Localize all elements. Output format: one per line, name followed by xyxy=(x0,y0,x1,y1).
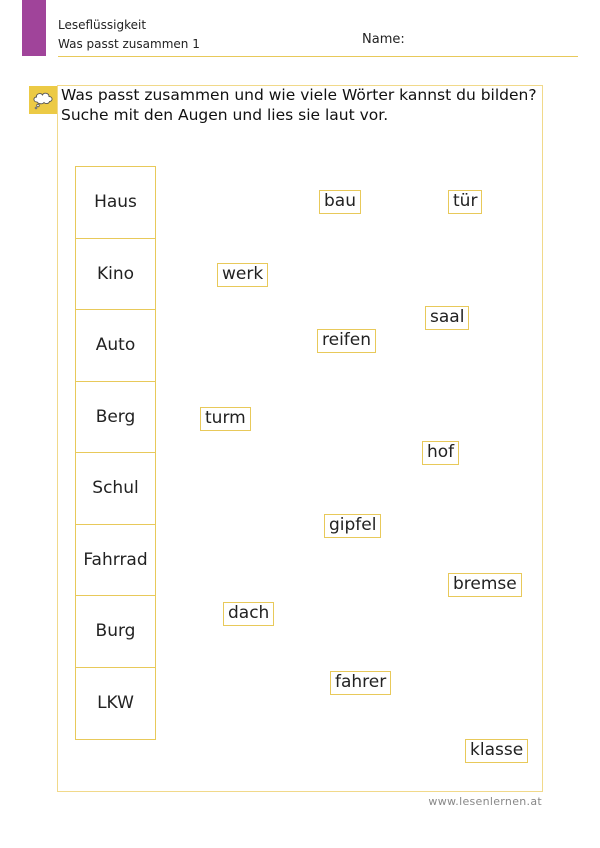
word-chip-werk: werk xyxy=(217,263,268,287)
first-part-word: Berg xyxy=(76,382,155,454)
word-chip-reifen: reifen xyxy=(317,329,376,353)
first-part-word: LKW xyxy=(97,693,134,714)
accent-bar xyxy=(22,0,46,56)
instruction-line-2: Suche mit den Augen und lies sie laut vor. xyxy=(61,106,389,124)
worksheet-category: Leseflüssigkeit xyxy=(58,18,147,32)
first-part-word: Kino xyxy=(76,239,155,311)
word-chip-gipfel: gipfel xyxy=(324,514,381,538)
word-chip-tuer: tür xyxy=(448,190,482,214)
word-chip-dach: dach xyxy=(223,602,274,626)
word-chip-turm: turm xyxy=(200,407,251,431)
first-part-word: Schul xyxy=(76,453,155,525)
instruction-line-1: Was passt zusammen und wie viele Wörter kannst du bilden? xyxy=(61,86,537,104)
word-chip-fahrer: fahrer xyxy=(330,671,391,695)
first-part-word: Haus xyxy=(76,167,155,239)
word-chip-hof: hof xyxy=(422,441,459,465)
first-part-word: Fahrrad xyxy=(76,525,155,597)
word-chip-bremse: bremse xyxy=(448,573,522,597)
first-part-word: Auto xyxy=(76,310,155,382)
first-parts-column xyxy=(75,166,156,740)
word-chip-bau: bau xyxy=(319,190,361,214)
worksheet-title: Was passt zusammen 1 xyxy=(58,37,200,51)
website-footer: www.lesenlernen.at xyxy=(428,795,542,808)
first-part-word: Burg xyxy=(76,596,155,668)
word-chip-klasse: klasse xyxy=(465,739,528,763)
word-chip-saal: saal xyxy=(425,306,469,330)
name-label: Name: xyxy=(362,32,405,47)
thought-bubble-icon xyxy=(29,86,57,114)
header-divider xyxy=(58,56,578,57)
